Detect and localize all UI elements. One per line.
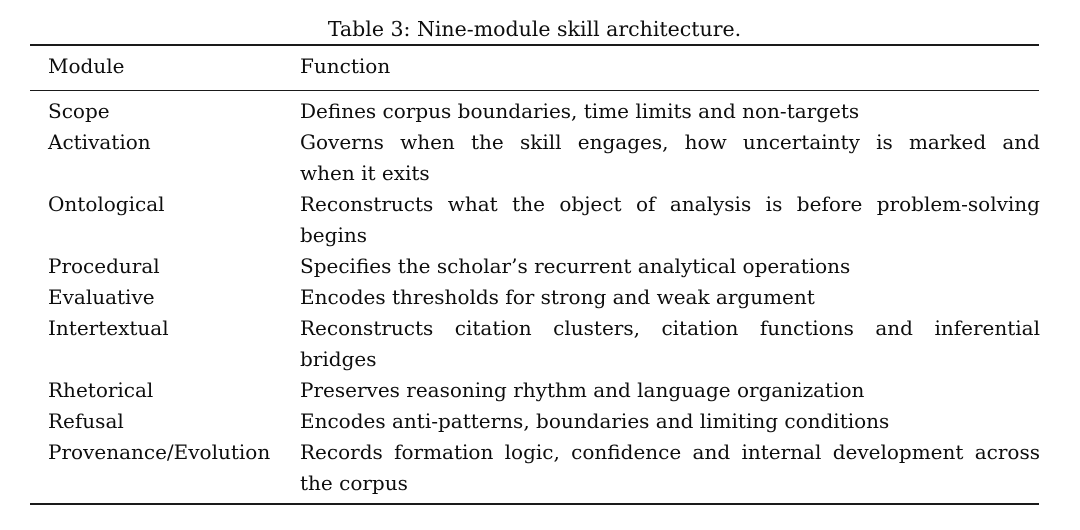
table-row — [48, 189, 1039, 251]
function-cell — [300, 406, 1040, 437]
function-cell — [300, 375, 1040, 406]
function-line: Encodes anti-patterns, boundaries and limiting conditions — [300, 409, 890, 433]
function-line: the corpus — [300, 471, 408, 495]
function-line: when it exits — [300, 161, 430, 185]
module-cell: Activation — [48, 130, 151, 154]
function-line: Encodes thresholds for strong and weak argument — [300, 285, 815, 309]
table-row — [48, 251, 1039, 282]
function-line: Reconstructs citation clusters, citation functions and inferential — [300, 316, 1040, 340]
table-body — [30, 91, 1039, 503]
paper-table-figure — [30, 14, 1039, 505]
module-cell: Procedural — [48, 254, 160, 278]
module-cell: Intertextual — [48, 316, 169, 340]
function-column-header: Function — [300, 54, 391, 78]
function-cell — [300, 251, 1040, 282]
function-cell — [300, 313, 1040, 375]
skill-architecture-table — [30, 44, 1039, 505]
module-cell: Rhetorical — [48, 378, 154, 402]
function-cell — [300, 96, 1040, 127]
function-line: Defines corpus boundaries, time limits and non-targets — [300, 99, 860, 123]
table-row — [48, 313, 1039, 375]
table-header-row — [30, 46, 1039, 91]
function-line: Records formation logic, confidence and internal development across — [300, 440, 1040, 464]
table-row — [48, 127, 1039, 189]
function-line: Governs when the skill engages, how uncertainty is marked and — [300, 130, 1040, 154]
table-caption: Table 3: Nine-module skill architecture. — [327, 17, 742, 41]
module-cell: Ontological — [48, 192, 165, 216]
function-line: Specifies the scholar’s recurrent analytical operations — [300, 254, 851, 278]
function-line: Preserves reasoning rhythm and language organization — [300, 378, 865, 402]
table-row — [48, 282, 1039, 313]
function-line: bridges — [300, 347, 377, 371]
function-cell — [300, 282, 1040, 313]
module-cell: Scope — [48, 99, 110, 123]
function-cell — [300, 437, 1040, 499]
table-row — [48, 375, 1039, 406]
module-column-header: Module — [48, 54, 125, 78]
module-cell: Provenance/Evolution — [48, 440, 271, 464]
table-row — [48, 437, 1039, 499]
table-row — [48, 96, 1039, 127]
module-cell: Evaluative — [48, 285, 155, 309]
table-row — [48, 406, 1039, 437]
function-cell — [300, 189, 1040, 251]
function-line: Reconstructs what the object of analysis is before problem-solving — [300, 192, 1040, 216]
module-cell: Refusal — [48, 409, 124, 433]
function-cell — [300, 127, 1040, 189]
function-line: begins — [300, 223, 367, 247]
